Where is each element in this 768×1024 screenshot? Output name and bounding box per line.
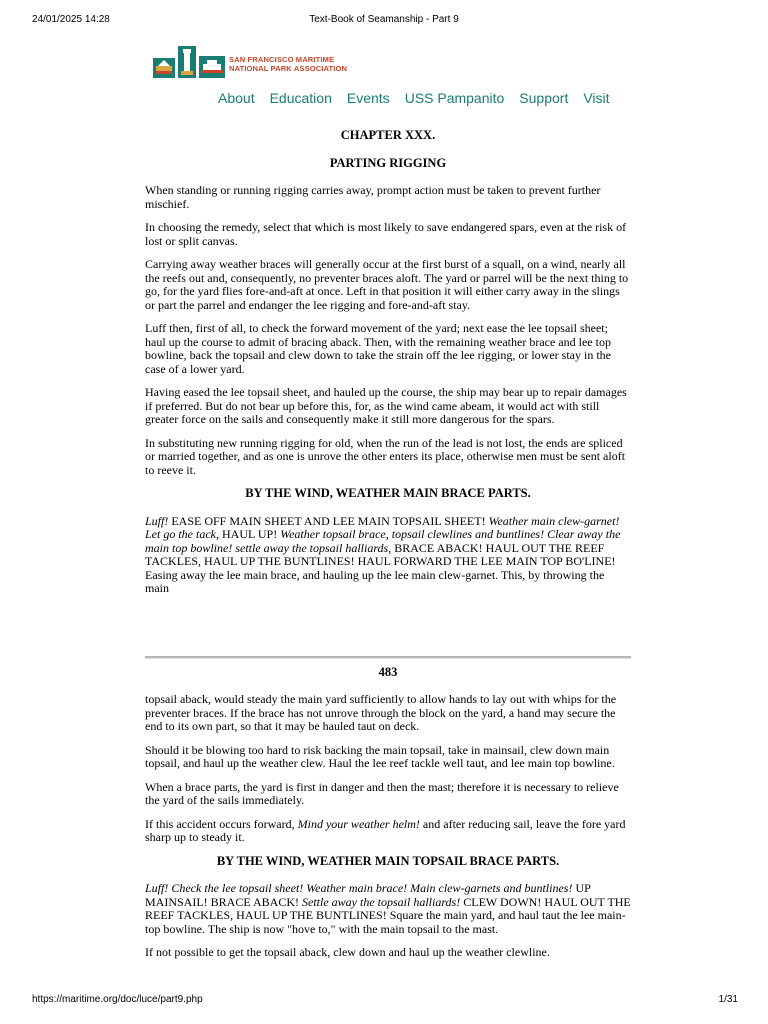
paragraph bbox=[145, 882, 631, 936]
command-text: CLEW DOWN! HAUL OUT THE REEF TACKLES, HAUL UP THE BUNTLINES! Square the main yard, and haul taut the lee main-top bowline. The ship is now "hove to," with the main topsail to the mast. bbox=[145, 894, 631, 936]
chapter-title: PARTING RIGGING bbox=[329, 155, 447, 170]
paragraph: Carrying away weather braces will generally occur at the first burst of a squall, on a wind, nearly all the reefs out and, consequently, no preventer braces aloft. The yard or parrel will be the next thing to go, for the yard flies fore-and-aft at once. Left in that position it will either carry away in the slings or part the parrel and endanger the lee rigging and fore-and-aft stay. bbox=[145, 257, 629, 312]
document-body-top bbox=[145, 129, 631, 606]
paragraph bbox=[145, 818, 631, 845]
paragraph: Should it be blowing too hard to risk backing the main topsail, take in mainsail, clew down main topsail, and haul up the weather clew. Haul the lee reef tackle well taut, and lee main top bowline. bbox=[145, 742, 615, 770]
command-text: EASE OFF MAIN SHEET AND LEE MAIN TOPSAIL SHEET! bbox=[168, 513, 489, 528]
nav-events[interactable]: Events bbox=[346, 90, 390, 106]
site-logo[interactable] bbox=[153, 48, 347, 80]
text-span: If this accident occurs forward, bbox=[145, 816, 298, 831]
page-number: 483 bbox=[378, 665, 398, 679]
paragraph: In substituting new running rigging for old, when the run of the lead is not lost, the ends are spliced or married together, and as one is unrove the other enters its place, otherwise men must be sent aloft to reeve it. bbox=[145, 435, 626, 477]
nav-education[interactable]: Education bbox=[269, 90, 332, 106]
logo-text bbox=[229, 55, 347, 73]
print-title: Text-Book of Seamanship - Part 9 bbox=[309, 14, 459, 25]
ship-icon bbox=[153, 52, 175, 83]
page-divider bbox=[145, 656, 631, 659]
paragraph: When a brace parts, the yard is first in danger and then the mast; therefore it is necessary to relieve the yard of the sails immediately. bbox=[145, 779, 619, 807]
section-heading: BY THE WIND, WEATHER MAIN BRACE PARTS. bbox=[245, 486, 531, 500]
chapter-heading: CHAPTER XXX. bbox=[340, 128, 436, 142]
paragraph bbox=[145, 515, 631, 596]
print-page-count: 1/31 bbox=[718, 994, 738, 1005]
logo-mark bbox=[153, 46, 225, 83]
command-text: Weather main clew-garnet! Let go the tack, bbox=[145, 513, 620, 541]
logo-line1: SAN FRANCISCO MARITIME bbox=[229, 55, 335, 64]
print-header bbox=[0, 14, 768, 28]
nav-uss-pampanito[interactable]: USS Pampanito bbox=[404, 90, 505, 106]
paragraph: Luff then, first of all, to check the forward movement of the yard; next ease the lee topsail sheet; haul up the course to admit of bracing aback. Then, with the remaining weather brace and lee top bowline, back the topsail and clew down to take the strain off the lee rigging, or lower stay in the case of a lower yard. bbox=[145, 321, 611, 376]
ferry-icon bbox=[199, 56, 225, 83]
command-text: Luff! bbox=[145, 513, 169, 528]
command-text: BRACE ABACK! HAUL OUT THE REEF TACKLES, HAUL UP THE BUNTLINES! HAUL FORWARD THE LEE MAIN TOP BO'LINE! Easing away the lee main brace, and hauling up the lee main clew-garnet. This, by throwing the main bbox=[145, 540, 616, 595]
lighthouse-icon bbox=[178, 46, 196, 83]
print-url[interactable]: https://maritime.org/doc/luce/part9.php bbox=[32, 994, 203, 1005]
command-text: UP MAINSAIL! BRACE ABACK! bbox=[145, 881, 591, 909]
command-text: Weather topsail brace, topsail clewlines and buntlines! Clear away the main top bowline! settle away the topsail halliards, bbox=[145, 527, 621, 555]
logo-line2: NATIONAL PARK ASSOCIATION bbox=[229, 64, 348, 73]
print-datetime: 24/01/2025 14:28 bbox=[32, 14, 110, 25]
paragraph: Having eased the lee topsail sheet, and hauled up the course, the ship may bear up to repair damages if preferred. But do not bear up before this, for, as the wind came abeam, it would act with still greater force on the sails and consequently make it still more dangerous for the spars. bbox=[145, 385, 627, 426]
text-span: and after reducing sail, leave the fore yard sharp up to steady it. bbox=[145, 816, 626, 844]
command-text: Settle away the topsail halliards! bbox=[302, 894, 461, 909]
paragraph: If not possible to get the topsail aback, clew down and haul up the weather clewline. bbox=[145, 945, 550, 959]
command-text: Luff! Check the lee topsail sheet! Weather main brace! Main clew-garnets and buntlines! bbox=[145, 881, 573, 895]
paragraph: When standing or running rigging carries away, prompt action must be taken to prevent further mischief. bbox=[145, 183, 601, 211]
command-text: Mind your weather helm! bbox=[297, 816, 420, 831]
nav-visit[interactable]: Visit bbox=[583, 90, 610, 106]
print-footer bbox=[0, 994, 768, 1008]
command-text: HAUL UP! bbox=[218, 527, 281, 541]
paragraph: In choosing the remedy, select that which is most likely to save endangered spars, even at the risk of lost or split canvas. bbox=[145, 220, 627, 248]
paragraph: topsail aback, would steady the main yard sufficiently to allow hands to lay out with whips for the preventer braces. If the brace has not unrove through the block on the yard, a hand may secure the end to its own part, so that it may be hauled taut on deck. bbox=[145, 692, 617, 733]
main-nav bbox=[218, 90, 625, 106]
nav-about[interactable]: About bbox=[218, 90, 255, 106]
section-heading: BY THE WIND, WEATHER MAIN TOPSAIL BRACE PARTS. bbox=[216, 853, 560, 868]
nav-support[interactable]: Support bbox=[519, 90, 569, 106]
document-body-bottom bbox=[145, 693, 631, 970]
